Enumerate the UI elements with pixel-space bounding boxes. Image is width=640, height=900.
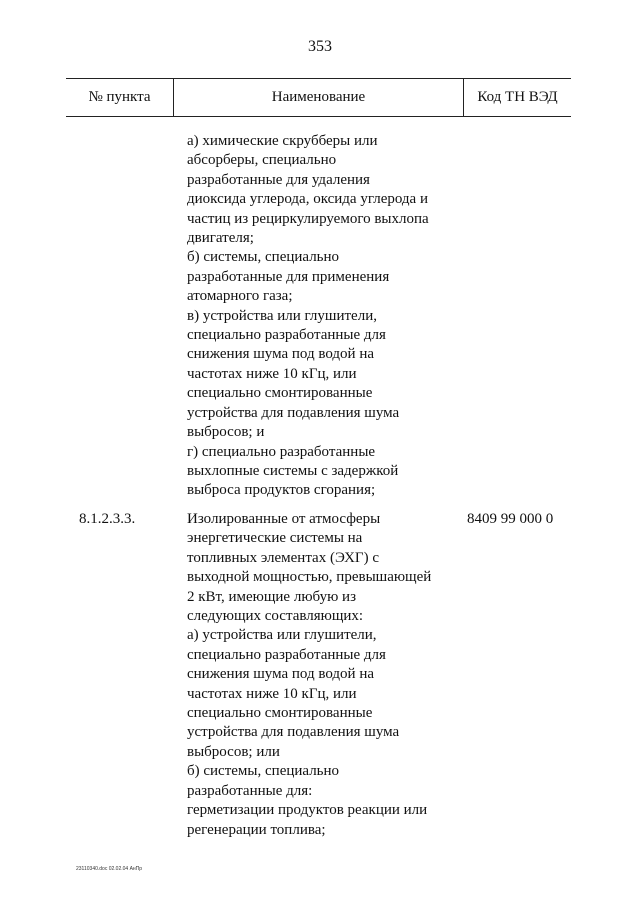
row-2-code: 8409 99 000 0 <box>467 511 554 527</box>
text-line: регенерации топлива; <box>187 821 326 838</box>
row-2-number: 8.1.2.3.3. <box>79 511 136 527</box>
text-line: специально разработанные для <box>187 646 386 663</box>
text-line: выбросов; или <box>187 743 280 760</box>
text-line: разработанные для: <box>187 782 313 799</box>
text-line: снижения шума под водой на <box>187 346 375 363</box>
page-number: 353 <box>308 38 332 55</box>
text-line: выброса продуктов сгорания; <box>187 482 376 499</box>
text-line: атомарного газа; <box>187 288 293 305</box>
text-line: диоксида углерода, оксида углерода и <box>187 191 428 208</box>
text-line: двигателя; <box>187 230 254 247</box>
text-line: следующих составляющих: <box>187 608 364 625</box>
text-line: специально разработанные для <box>187 327 386 344</box>
text-line: частиц из рециркулируемого выхлопа <box>187 210 429 227</box>
text-line: частотах ниже 10 кГц, или <box>187 365 357 382</box>
text-line: б) системы, специально <box>187 249 340 266</box>
text-line: снижения шума под водой на <box>187 666 375 683</box>
text-line: разработанные для удаления <box>187 171 370 188</box>
text-line: устройства для подавления шума <box>187 404 400 421</box>
text-line: разработанные для применения <box>187 268 390 285</box>
header-col-code: Код ТН ВЭД <box>477 89 558 105</box>
text-line: выхлопные системы с задержкой <box>187 462 399 479</box>
text-line: топливных элементах (ЭХГ) с <box>187 549 380 566</box>
text-line: 2 кВт, имеющие любую из <box>187 588 356 605</box>
text-line: г) специально разработанные <box>187 443 376 460</box>
text-line: герметизации продуктов реакции или <box>187 802 428 819</box>
text-line: частотах ниже 10 кГц, или <box>187 685 357 702</box>
text-line: а) устройства или глушители, <box>187 627 377 644</box>
text-line: Изолированные от атмосферы <box>187 511 381 527</box>
text-line: выходной мощностью, превышающей <box>187 569 432 586</box>
text-line: выбросов; и <box>187 424 265 441</box>
table-header <box>66 78 571 116</box>
text-line: в) устройства или глушители, <box>187 307 377 324</box>
row-1-name <box>187 132 429 501</box>
footer-file-label: 23110340.doc 02.02.04 АнПр <box>76 866 143 872</box>
row-2-name <box>187 510 431 840</box>
text-line: специально смонтированные <box>187 705 373 722</box>
text-line: а) химические скрубберы или <box>187 133 378 149</box>
text-line: абсорберы, специально <box>187 152 337 169</box>
text-line: устройства для подавления шума <box>187 724 400 741</box>
text-line: энергетические системы на <box>187 530 363 547</box>
header-bottom-rule <box>66 116 571 117</box>
text-line: специально смонтированные <box>187 385 373 402</box>
text-line: б) системы, специально <box>187 763 340 780</box>
header-col-name: Наименование <box>271 89 366 105</box>
header-col-number: № пункта <box>88 89 151 105</box>
